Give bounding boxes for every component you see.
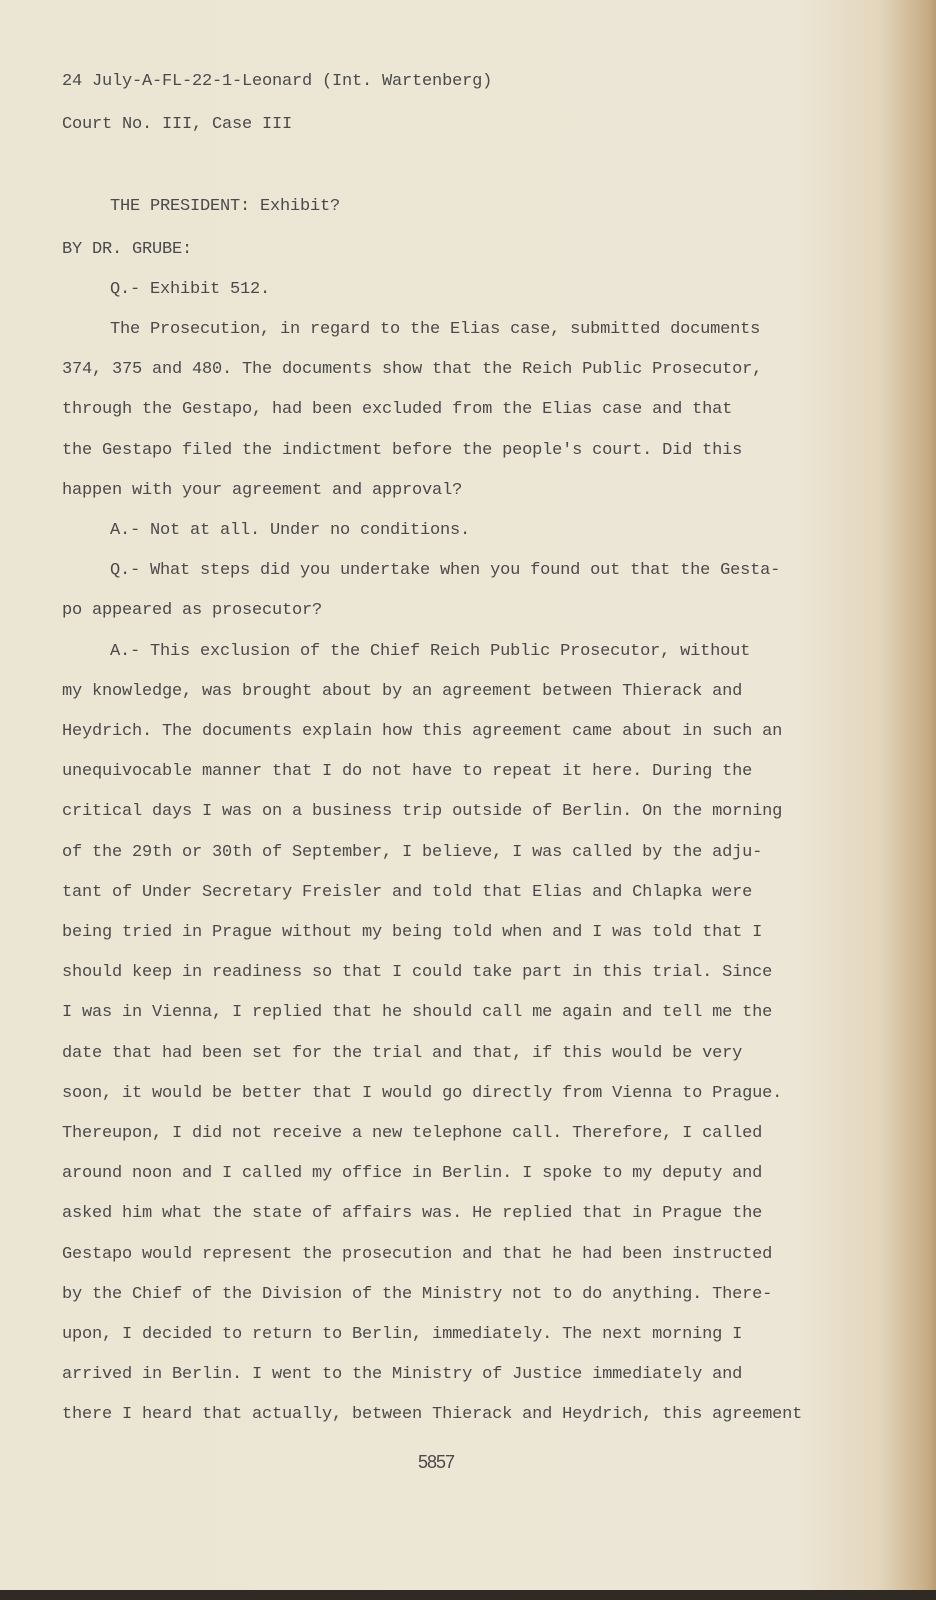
transcript-line: A.- Not at all. Under no conditions. [110, 521, 471, 540]
transcript-line: A.- This exclusion of the Chief Reich Public Prosecutor, without [110, 641, 751, 661]
transcript-line: Heydrich. The documents explain how this agreement came about in such an [62, 722, 783, 741]
transcript-line: being tried in Prague without my being told when and I was told that I [62, 923, 763, 942]
transcript-line: upon, I decided to return to Berlin, immediately. The next morning I [62, 1325, 743, 1344]
transcript-line: unequivocable manner that I do not have to repeat it here. During the [62, 762, 753, 782]
transcript-line: THE PRESIDENT: Exhibit? [110, 197, 341, 216]
transcript-line: my knowledge, was brought about by an agreement between Thierack and [62, 681, 743, 701]
transcript-line: the Gestapo filed the indictment before the people's court. Did this [62, 440, 743, 460]
transcript-line: there I heard that actually, between Thierack and Heydrich, this agreement [62, 1405, 803, 1425]
transcript-line: 374, 375 and 480. The documents show that the Reich Public Prosecutor, [62, 360, 763, 380]
transcript-line: around noon and I called my office in Berlin. I spoke to my deputy and [62, 1164, 763, 1184]
transcript-line: I was in Vienna, I replied that he should call me again and tell me the [62, 1003, 773, 1023]
transcript-line: BY DR. GRUBE: [62, 240, 193, 259]
transcript-line: Q.- What steps did you undertake when you found out that the Gesta- [110, 561, 781, 581]
scan-edge [0, 1590, 936, 1600]
transcript-line: should keep in readiness so that I could take part in this trial. Since [62, 963, 773, 983]
transcript-line: tant of Under Secretary Freisler and told that Elias and Chlapka were [62, 882, 753, 902]
transcript-line: arrived in Berlin. I went to the Ministry of Justice immediately and [62, 1365, 743, 1385]
transcript-line: asked him what the state of affairs was. He replied that in Prague the [62, 1204, 763, 1224]
transcript-line: Thereupon, I did not receive a new telephone call. Therefore, I called [62, 1124, 763, 1143]
transcript-line: po appeared as prosecutor? [62, 601, 323, 621]
transcript-line: critical days I was on a business trip outside of Berlin. On the morning [62, 802, 783, 822]
transcript-line: The Prosecution, in regard to the Elias case, submitted documents [110, 320, 761, 339]
transcript-line: soon, it would be better that I would go directly from Vienna to Prague. [62, 1083, 783, 1103]
header-reference: 24 July-A-FL-22-1-Leonard (Int. Wartenberg) [62, 72, 493, 91]
transcript-line: Q.- Exhibit 512. [110, 280, 271, 299]
header-court: Court No. III, Case III [62, 115, 293, 134]
transcript-line: Gestapo would represent the prosecution and that he had been instructed [62, 1244, 773, 1264]
transcript-line: by the Chief of the Division of the Ministry not to do anything. There- [62, 1284, 773, 1304]
transcript-line: through the Gestapo, had been excluded from the Elias case and that [62, 400, 733, 420]
page-number: 5857 [418, 1452, 455, 1472]
transcript-line: date that had been set for the trial and that, if this would be very [62, 1043, 743, 1063]
transcript-line: of the 29th or 30th of September, I believe, I was called by the adju- [62, 842, 763, 862]
transcript-line: happen with your agreement and approval? [62, 480, 463, 500]
